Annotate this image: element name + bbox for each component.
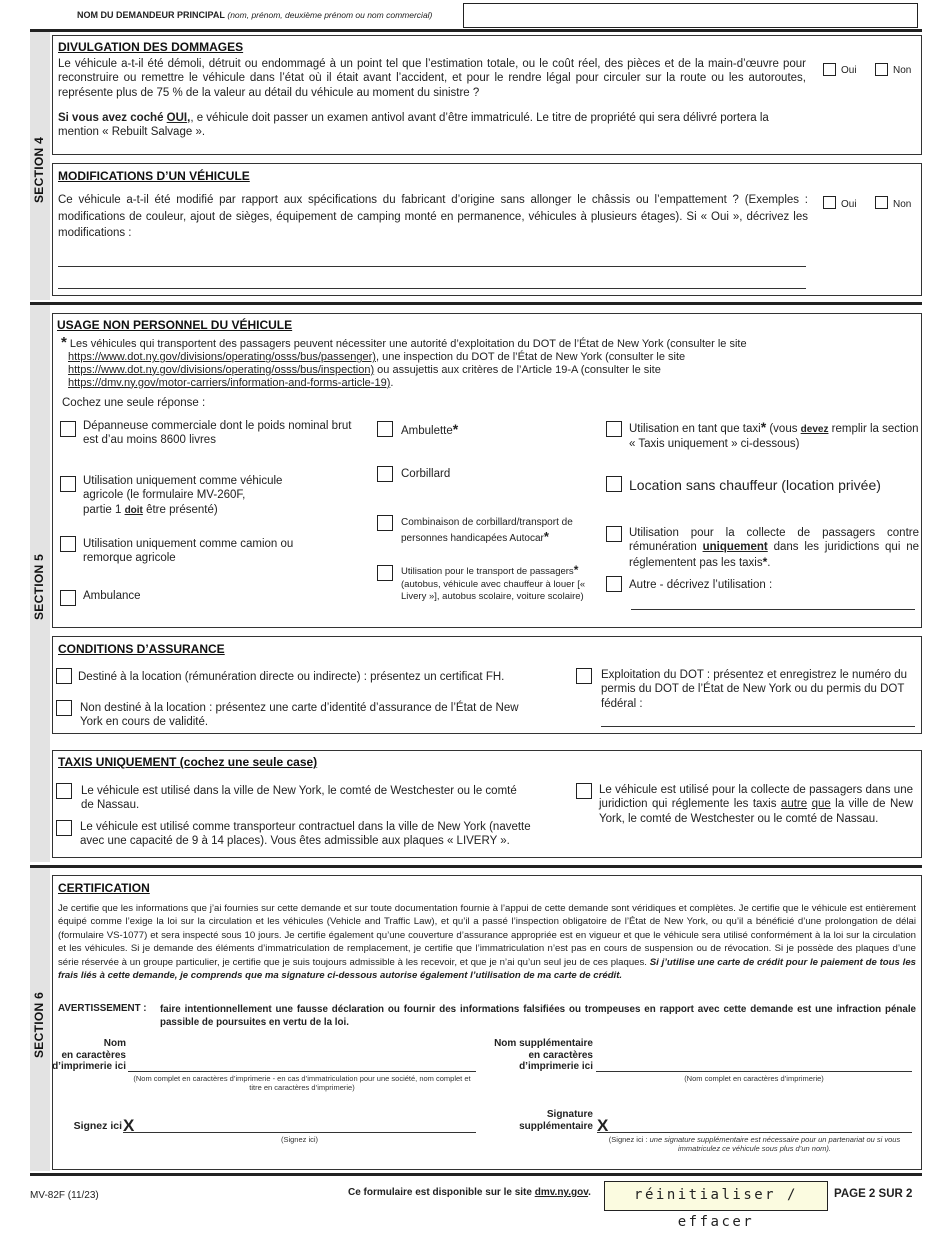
damage-title: DIVULGATION DES DOMMAGES (58, 40, 244, 54)
dmv-link[interactable]: dmv.ny.gov (534, 1187, 589, 1198)
name-hint: (Nom complet en caractères d’imprimerie - en cas d’immatriculation pour une société, nom complet et titre en caractères d’imprimerie) (133, 1074, 471, 1092)
section4-top-rule (30, 29, 922, 32)
section5-top-rule (30, 302, 922, 305)
inspection-link[interactable]: https://www.dot.ny.gov/divisions/operating/osss/bus/inspection) (68, 363, 375, 376)
usage-title: USAGE NON PERSONNEL DU VÉHICULE (57, 318, 293, 332)
damage-question: Le véhicule a-t-il été démoli, détruit ou endommagé à un point tel que l’estimation totale, ou le coût réel, des pièces et de la main-d’œuvre pour reconstruire ou remettre le véhicule dans l’état où il était avant l’accident, et pour le rendre légal pour circuler sur la route ou les autoroutes, représente plus de 75 % de la valeur au détail du véhicule au moment du sinistre ? (58, 58, 806, 99)
usage-intro: * Les véhicules qui transportent des passagers peuvent nécessiter une autorité d’exploitation du DOT de l’État de New York (consulter le site https://www.dot.ny.gov/divisions/operating/osss/bus/passenger), une inspection du DOT de l’État de New York (consulter le site https://www.dot.ny.gov/divisions/operating/osss/bus/inspection) ou assujettis aux critères de l’Article 19-A (consulter le site https://dmv.ny.gov/motor-carriers/information-and-forms-article-19). (61, 334, 747, 389)
modifications-oui-label: Oui (841, 199, 857, 210)
ambulette-label: Ambulette* (401, 421, 459, 437)
footer-rule (30, 1173, 922, 1176)
modifications-oui-checkbox[interactable] (823, 196, 836, 209)
signature-line[interactable] (123, 1132, 476, 1133)
farm-vehicle-checkbox[interactable] (60, 476, 76, 492)
section4-label: SECTION 4 (32, 136, 46, 203)
form-id: MV-82F (11/23) (30, 1190, 99, 1201)
damage-non-label: Non (893, 65, 912, 76)
taxi-label: Utilisation en tant que taxi* (vous devez remplir la section « Taxis uniquement » ci-dessous) (629, 419, 919, 450)
passenger-link[interactable]: https://www.dot.ny.gov/divisions/operating/osss/bus/passenger) (68, 351, 376, 364)
taxi-checkbox[interactable] (606, 421, 622, 437)
hearse-label: Corbillard (401, 468, 451, 480)
usage-choose: Cochez une seule réponse : (62, 397, 206, 409)
insurance-nonrental-checkbox[interactable] (56, 700, 72, 716)
taxi-contract-checkbox[interactable] (56, 820, 72, 836)
extra-signature-line[interactable] (597, 1132, 912, 1133)
farm-vehicle-label: Utilisation uniquement comme véhicule agricole (le formulaire MV-260F, partie 1 doit être présenté) (83, 475, 283, 516)
rental-no-driver-checkbox[interactable] (606, 476, 622, 492)
section6-top-rule (30, 865, 922, 868)
taxi-contract-label: Le véhicule est utilisé comme transporteur contractuel dans la ville de New York (navette avec une capacité de 9 à 14 places). Vous êtes admissible aux plaques « LIVERY ». (80, 821, 531, 848)
section6-label: SECTION 6 (32, 991, 46, 1058)
hearse-combo-checkbox[interactable] (377, 515, 393, 531)
insurance-nonrental-label: Non destiné à la location : présentez une carte d’identité d’assurance de l’État de New York en cours de validité. (80, 702, 519, 729)
modifications-line-1[interactable] (58, 266, 806, 267)
modifications-question: Ce véhicule a-t-il été modifié par rapport aux spécifications du fabricant d’origine sans allonger le châssis ou l’empattement ? (Exemples : modifications de couleur, ajout de sièges, équipement de camping monté en permanence, véhicules à plusieurs étages). Si « Oui », décrivez les modifications : (58, 194, 808, 240)
modifications-title: MODIFICATIONS D’UN VÉHICULE (58, 169, 250, 183)
insurance-dot-label: Exploitation du DOT : présentez et enregistrez le numéro du permis du DOT de l’État de New York ou du permis du DOT fédéral : (601, 669, 907, 710)
insurance-dot-checkbox[interactable] (576, 668, 592, 684)
farm-truck-label: Utilisation uniquement comme camion ou remorque agricole (83, 538, 294, 565)
passenger-transport-label: Utilisation pour le transport de passagers* (autobus, véhicule avec chauffeur à louer [« Livery »], autobus scolaire, voiture scolaire) (401, 563, 586, 602)
modifications-non-label: Non (893, 199, 912, 210)
taxi-nyc-checkbox[interactable] (56, 783, 72, 799)
damage-oui-checkbox[interactable] (823, 63, 836, 76)
damage-oui-label: Oui (841, 65, 857, 76)
warning-text: faire intentionnellement une fausse déclaration ou fournir des informations falsifiées ou trompeuses en rapport avec cette demande est une infraction pénale passible de poursuites en vertu de la loi. (160, 1004, 916, 1029)
extra-name-label: Nom supplémentaire en caractères d’imprimerie ici (494, 1038, 593, 1072)
article19-link[interactable]: https://dmv.ny.gov/motor-carriers/information-and-forms-article-19) (68, 376, 391, 389)
hearse-combo-label: Combinaison de corbillard/transport de personnes handicapées Autocar* (401, 517, 573, 544)
insurance-dot-line[interactable] (601, 726, 915, 727)
other-usage-checkbox[interactable] (606, 576, 622, 592)
tow-truck-label: Dépanneuse commerciale dont le poids nominal brut est d’au moins 8600 livres (83, 420, 352, 447)
certification-body: Je certifie que les informations que j’ai fournies sur cette demande et sur toute documentation fournie à l’appui de cette demande sont véridiques et complètes. Je certifie que le véhicule est entièrement équipé comme l’exige la loi sur la circulation et les véhicules (Vehicle and Traffic Law), et qu’il a passé l’inspection obligatoire de l’État de New York, ou qu’il a bénéficié d’une prolongation de délai (formulaire VS-1077) et sera inspecté sous 10 jours. Je certifie également qu’une couverture d’assurance appropriée est en vigueur et que le véhicule sera utilisé conformément à la loi sur la circulation et les véhicules. Si je demande des éléments d’immatriculation de remplacement, je certifie que l’immatriculation n’est pas en cours de suspension ou de révocation. Si je possède des plaques d’une série réservée à un groupe particulier, je certifie que je suis toujours admissible à les recevoir, et que je n’ai qu’un seul jeu de ces plaques. Si j’utilise une carte de crédit pour le paiement de tous les frais liés à cette demande, je comprends que ma signature ci-dessous autorise également l’utilisation de ma carte de crédit. (58, 903, 916, 982)
applicant-name-input[interactable] (463, 3, 918, 28)
damage-note: Si vous avez coché OUI,, e véhicule doit passer un examen antivol avant d’être immatriculé. Le titre de propriété qui sera délivré portera la mention « Rebuilt Salvage ». (58, 112, 769, 139)
modifications-line-2[interactable] (58, 288, 806, 289)
sign-label: Signez ici (73, 1120, 122, 1132)
page-number: PAGE 2 SUR 2 (834, 1188, 913, 1200)
taxi-other-checkbox[interactable] (576, 783, 592, 799)
reset-button[interactable]: réinitialiser / effacer (604, 1181, 828, 1211)
extra-sign-x: X (597, 1116, 609, 1135)
tow-truck-checkbox[interactable] (60, 421, 76, 437)
passenger-collect-label: Utilisation pour la collecte de passagers contre rémunération uniquement dans les juridictions qui ne réglementent pas les taxis*. (629, 527, 919, 569)
hearse-checkbox[interactable] (377, 466, 393, 482)
certification-title: CERTIFICATION (58, 881, 150, 895)
extra-sign-label: Signature supplémentaire (519, 1109, 593, 1132)
passenger-transport-checkbox[interactable] (377, 565, 393, 581)
sign-x: X (123, 1116, 135, 1135)
ambulette-checkbox[interactable] (377, 421, 393, 437)
other-usage-line[interactable] (631, 609, 915, 610)
applicant-name-label: NOM DU DEMANDEUR PRINCIPAL (nom, prénom, deuxième prénom ou nom commercial) (77, 10, 433, 20)
passenger-collect-checkbox[interactable] (606, 526, 622, 542)
ambulance-label: Ambulance (83, 590, 141, 602)
sign-hint: (Signez ici) (280, 1135, 319, 1144)
rental-no-driver-label: Location sans chauffeur (location privée) (629, 477, 881, 493)
other-usage-label: Autre - décrivez l’utilisation : (629, 579, 773, 591)
farm-truck-checkbox[interactable] (60, 536, 76, 552)
name-line[interactable] (128, 1071, 476, 1072)
taxi-nyc-label: Le véhicule est utilisé dans la ville de New York, le comté de Westchester ou le comté de Nassau. (81, 785, 517, 812)
taxi-other-label: Le véhicule est utilisé pour la collecte de passagers dans une juridiction qui réglemente les taxis autre que la ville de New York, le comté de Westchester ou le comté de Nassau. (599, 784, 913, 825)
ambulance-checkbox[interactable] (60, 590, 76, 606)
name-label: Nom en caractères d’imprimerie ici (52, 1038, 126, 1072)
damage-non-checkbox[interactable] (875, 63, 888, 76)
section5-label: SECTION 5 (32, 553, 46, 620)
insurance-title: CONDITIONS D’ASSURANCE (58, 642, 225, 656)
available-text: Ce formulaire est disponible sur le site dmv.ny.gov. (348, 1187, 591, 1198)
extra-name-line[interactable] (596, 1071, 912, 1072)
insurance-rental-checkbox[interactable] (56, 668, 72, 684)
taxi-title: TAXIS UNIQUEMENT (cochez une seule case) (58, 755, 318, 769)
warning-label: AVERTISSEMENT : (58, 1003, 147, 1014)
modifications-non-checkbox[interactable] (875, 196, 888, 209)
extra-name-hint: (Nom complet en caractères d’imprimerie) (684, 1074, 824, 1083)
insurance-rental-label: Destiné à la location (rémunération directe ou indirecte) : présentez un certificat FH. (78, 671, 505, 683)
extra-sign-hint: (Signez ici : une signature supplémentaire est nécessaire pour un partenariat ou si vous immatriculez ce véhicule sous plus d’un nom). (608, 1135, 901, 1153)
